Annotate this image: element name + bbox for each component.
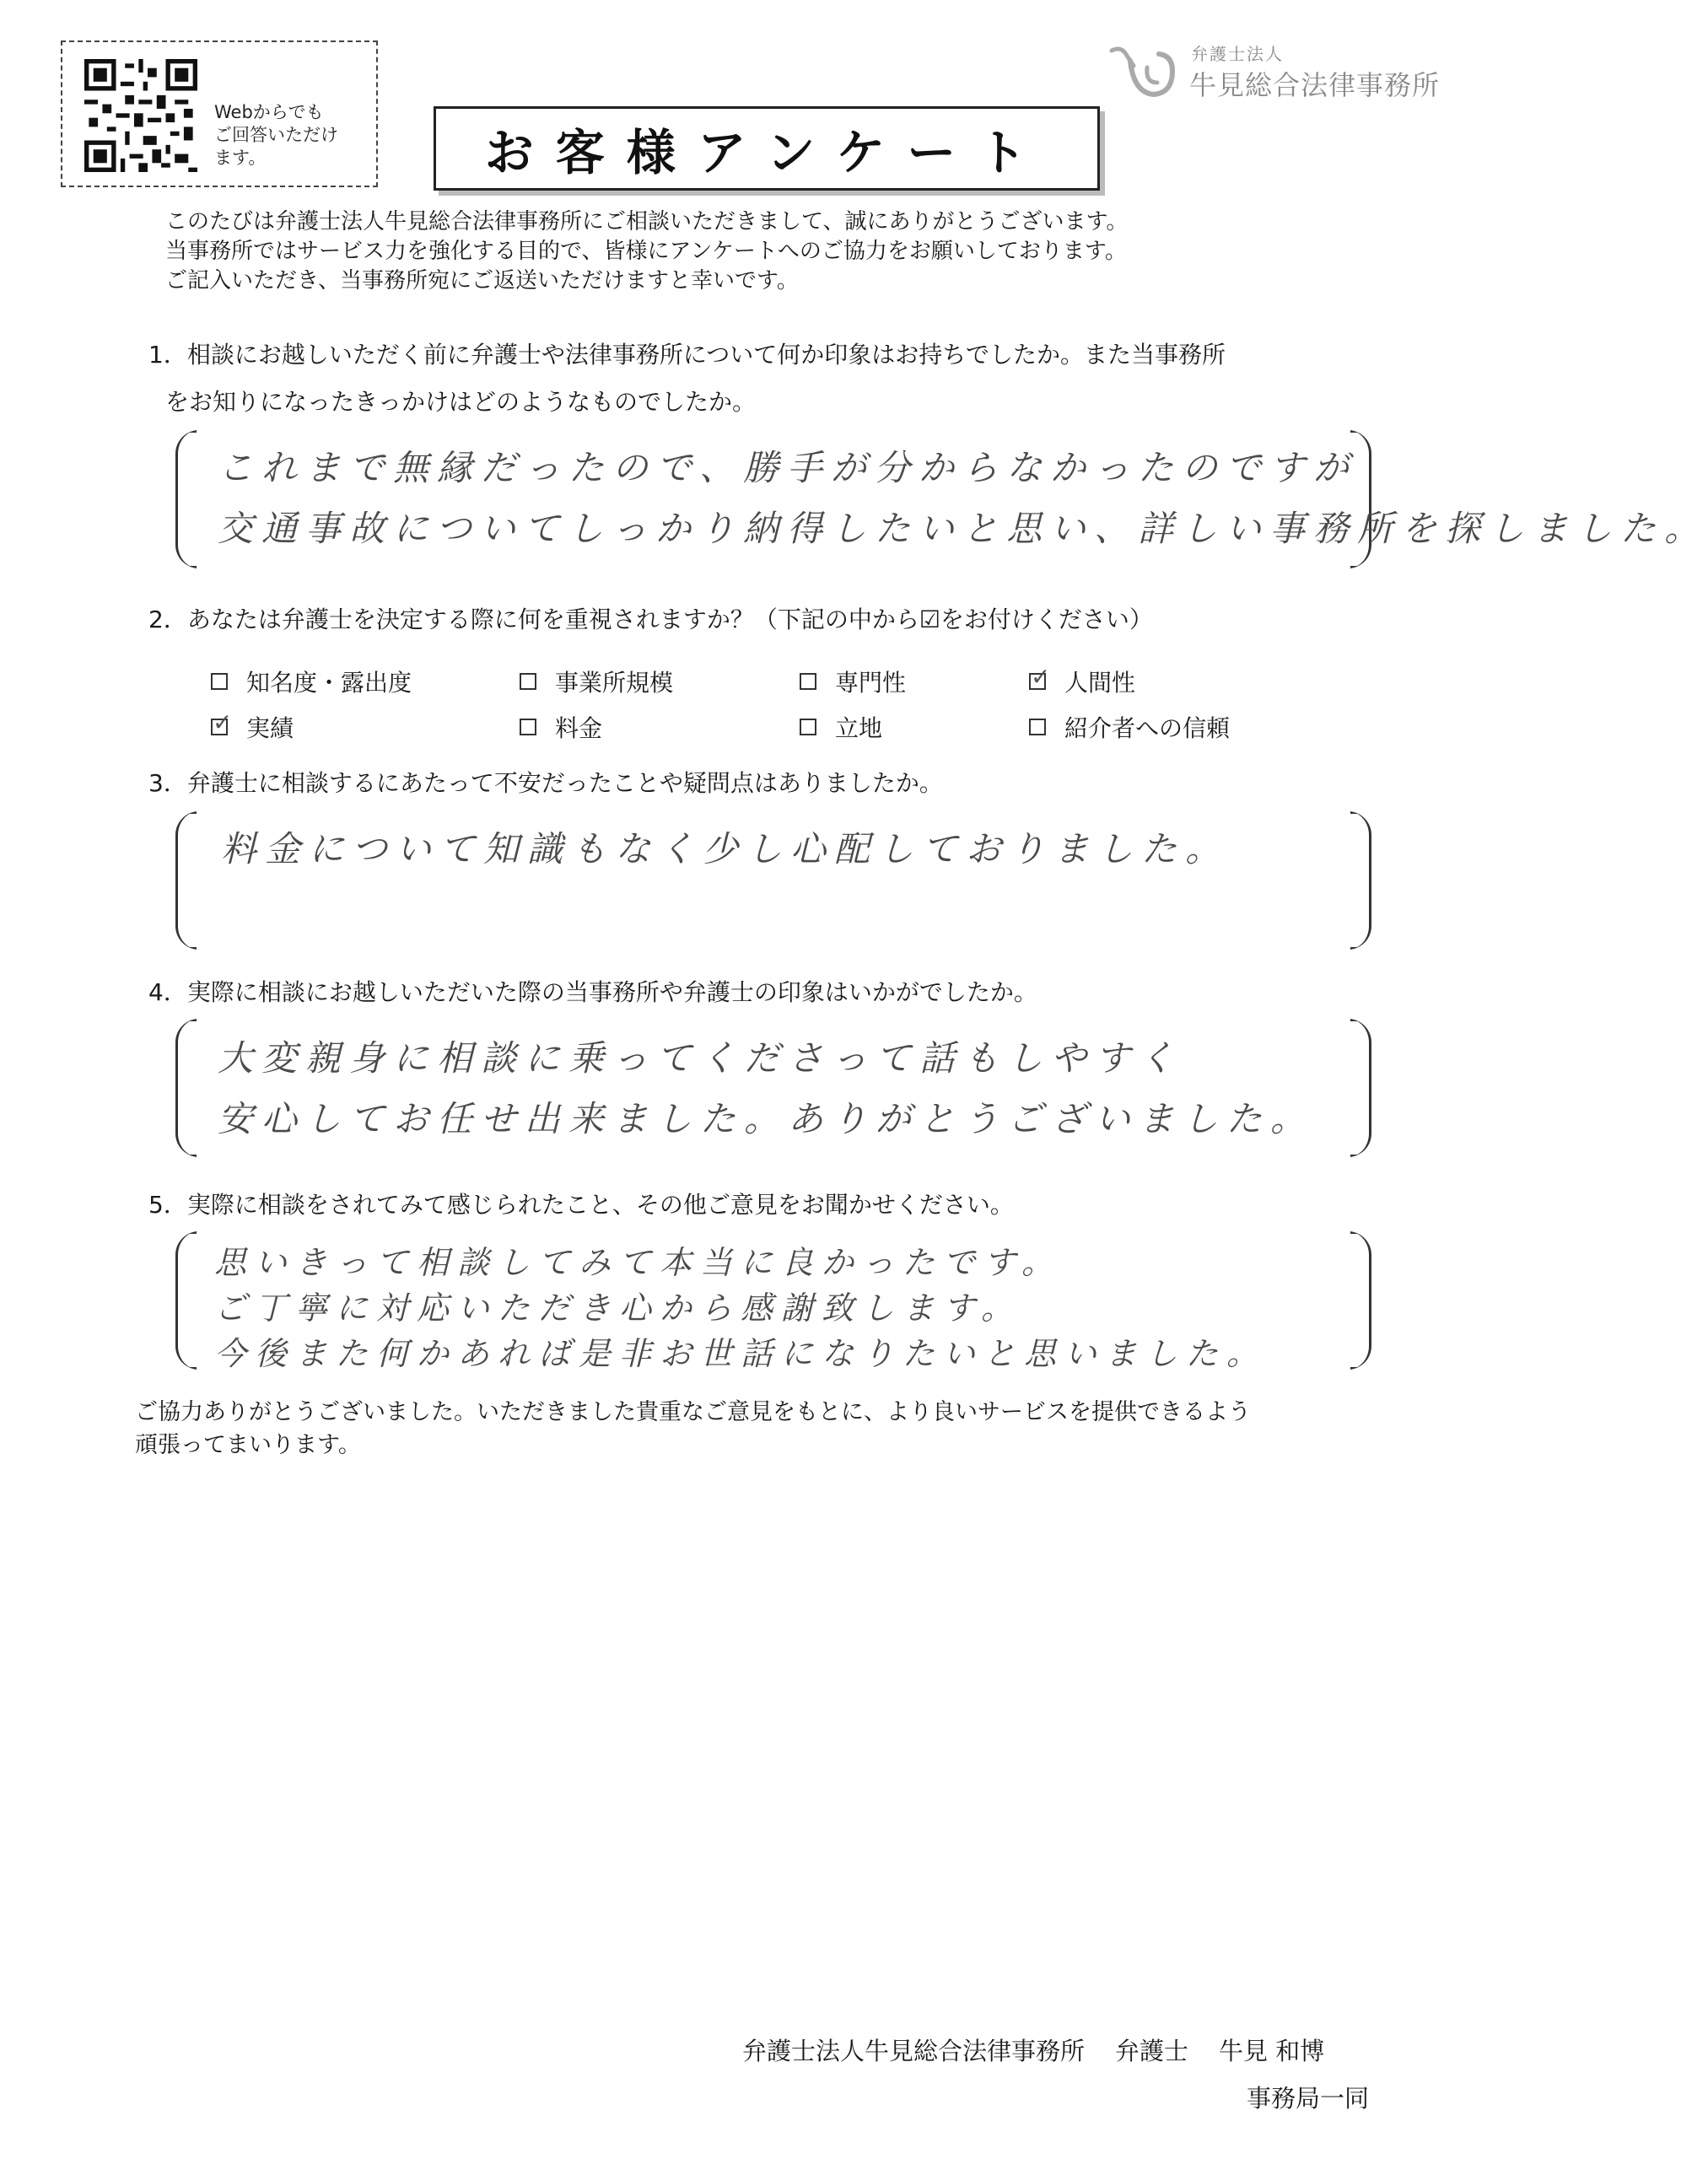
signature-name: 牛見 和博 bbox=[1219, 2037, 1325, 2065]
qr-caption-line: Webからでも bbox=[214, 102, 324, 122]
option-label: 実績 bbox=[246, 714, 294, 742]
intro-line: 当事務所ではサービス力を強化する目的で、皆様にアンケートへのご協力をお願いしております。 bbox=[165, 239, 1127, 264]
qr-caption-line: ます。 bbox=[214, 148, 267, 168]
checkbox-icon[interactable] bbox=[800, 719, 816, 735]
closing-line: 頑張ってまいります。 bbox=[135, 1432, 361, 1458]
option-label: 人間性 bbox=[1064, 669, 1136, 697]
answer-1-line-2: 交通事故についてしっかり納得したいと思い、詳しい事務所を探しました。 bbox=[218, 508, 1708, 549]
firm-logo-icon bbox=[1105, 42, 1181, 101]
question-5-line-1: 5．実際に相談をされてみて感じられたこと、その他ご意見をお聞かせください。 bbox=[148, 1191, 1014, 1219]
option-label: 知名度・露出度 bbox=[246, 669, 412, 697]
checkbox-icon[interactable] bbox=[1029, 719, 1046, 735]
option-location[interactable] bbox=[800, 710, 882, 744]
question-1-line-1: 1．相談にお越しいただく前に弁護士や法律事務所について何か印象はお持ちでしたか。また当事務所 bbox=[148, 341, 1226, 369]
intro-paragraph bbox=[165, 207, 1363, 296]
web-answer-qr-box bbox=[61, 40, 378, 187]
option-office-size[interactable] bbox=[520, 665, 673, 698]
checked-checkbox-icon[interactable] bbox=[1029, 673, 1046, 690]
answer-1-line-1: これまで無縁だったので、勝手が分からなかったのですが bbox=[218, 447, 1358, 488]
answer-5-line-1: 思いきって相談してみて本当に良かったです。 bbox=[214, 1244, 1062, 1281]
option-fee[interactable] bbox=[520, 710, 602, 744]
qr-caption bbox=[214, 101, 374, 170]
survey-title-box bbox=[434, 106, 1100, 191]
option-track-record[interactable] bbox=[211, 710, 294, 744]
answer-3-line-1: 料金について知識もなく少し心配しておりました。 bbox=[221, 828, 1230, 870]
answer-4-line-2: 安心してお任せ出来ました。ありがとうございました。 bbox=[218, 1098, 1315, 1139]
checkbox-icon[interactable] bbox=[211, 673, 228, 690]
qr-code-icon bbox=[84, 59, 197, 172]
option-label: 立地 bbox=[835, 714, 883, 742]
option-personality[interactable] bbox=[1029, 665, 1135, 698]
checked-checkbox-icon[interactable] bbox=[211, 719, 228, 735]
answer-5-line-3: 今後また何かあれば是非お世話になりたいと思いました。 bbox=[214, 1335, 1268, 1372]
signature-line bbox=[742, 2032, 1324, 2067]
signature-firm: 弁護士法人牛見総合法律事務所 bbox=[742, 2037, 1086, 2065]
question-3-line-1: 3．弁護士に相談するにあたって不安だったことや疑問点はありましたか。 bbox=[148, 769, 943, 797]
option-referrer-trust[interactable] bbox=[1029, 710, 1230, 744]
option-expertise[interactable] bbox=[800, 665, 906, 698]
logo-firm-name: 牛見総合法律事務所 bbox=[1189, 69, 1441, 101]
option-popularity[interactable] bbox=[211, 665, 412, 698]
signature-role: 弁護士 bbox=[1115, 2037, 1189, 2065]
intro-line: ご記入いただき、当事務所宛にご返送いただけますと幸いです。 bbox=[165, 268, 799, 293]
checkbox-icon[interactable] bbox=[520, 673, 536, 690]
option-label: 専門性 bbox=[835, 669, 907, 697]
answer-4-line-1: 大変親身に相談に乗ってくださって話もしやすく bbox=[218, 1037, 1183, 1079]
option-label: 紹介者への信頼 bbox=[1064, 714, 1231, 742]
checkbox-icon[interactable] bbox=[520, 719, 536, 735]
closing-line: ご協力ありがとうございました。いただきました貴重なご意見をもとに、より良いサービスを提供できるよう bbox=[135, 1399, 1251, 1425]
question-4-line-1: 4．実際に相談にお越しいただいた際の当事務所や弁護士の印象はいかがでしたか。 bbox=[148, 978, 1037, 1006]
checkbox-icon[interactable] bbox=[800, 673, 816, 690]
answer-5-line-2: ご丁寧に対応いただき心から感謝致します。 bbox=[214, 1289, 1021, 1327]
survey-title: お客様アンケート bbox=[484, 124, 1049, 181]
logo-subtitle: 弁護士法人 bbox=[1191, 44, 1284, 64]
qr-caption-line: ご回答いただけ bbox=[214, 125, 338, 145]
closing-paragraph bbox=[135, 1396, 1383, 1462]
option-label: 料金 bbox=[555, 714, 603, 742]
question-2-line-1: 2．あなたは弁護士を決定する際に何を重視されますか？（下記の中から☑をお付けください） bbox=[148, 606, 1153, 633]
signature-staff: 事務局一同 bbox=[1247, 2084, 1370, 2113]
question-1-line-2: をお知りになったきっかけはどのようなものでしたか。 bbox=[165, 388, 757, 416]
intro-line: このたびは弁護士法人牛見総合法律事務所にご相談いただきまして、誠にありがとうございます。 bbox=[165, 209, 1129, 234]
option-label: 事業所規模 bbox=[555, 669, 674, 697]
